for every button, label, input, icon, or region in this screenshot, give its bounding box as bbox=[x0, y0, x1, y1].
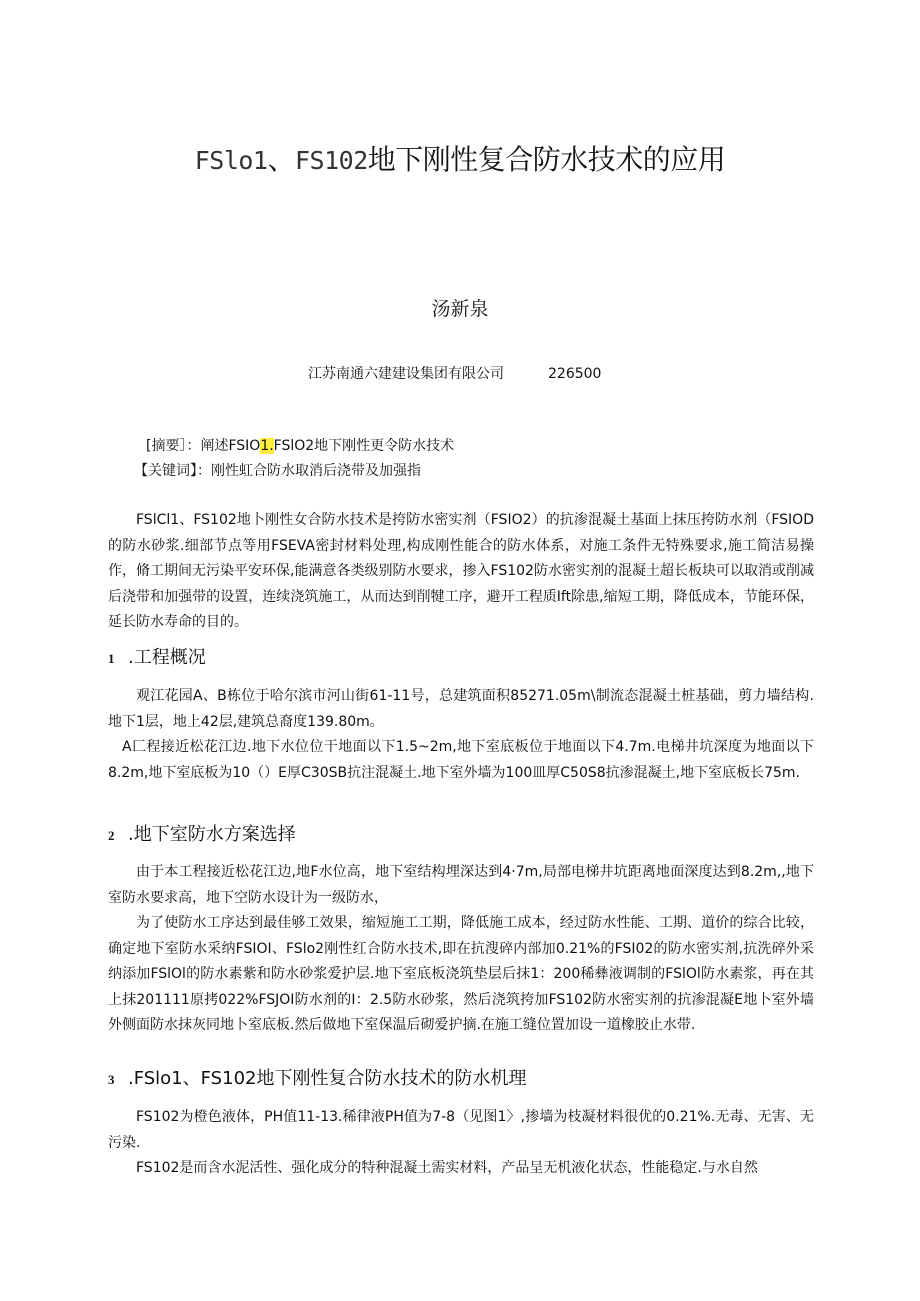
section-number: 1 bbox=[108, 651, 115, 666]
affiliation-name: 江苏南通六建建设集团有限公司 bbox=[308, 366, 504, 382]
section-heading-2 bbox=[108, 823, 296, 848]
abstract-suffix: FSlO2地下刚性更令防水技术 bbox=[273, 438, 455, 454]
abstract bbox=[146, 436, 454, 456]
section-heading-1 bbox=[108, 646, 206, 671]
paragraph: FS102为橙色液体，PH值11-13.稀律液PH值为7-8（见图1〉,掺墙为枝凝材料很优的0.21%.无毒、无害、无污染. bbox=[108, 1109, 814, 1151]
paper-title bbox=[0, 140, 920, 181]
section-heading-3 bbox=[108, 1067, 526, 1092]
keywords: 【关键词】：刚性虹合防水取消后浇带及加强指 bbox=[134, 463, 421, 479]
affiliation bbox=[308, 364, 601, 384]
title-chinese: 地下刚性复合防水技术的应用 bbox=[367, 143, 726, 176]
title-latin-2: FS102 bbox=[295, 146, 368, 175]
section-body-1 bbox=[108, 684, 814, 786]
postal-code: 226500 bbox=[548, 366, 602, 382]
section-number: 2 bbox=[108, 828, 115, 843]
paragraph: FS102是而含水泥活性、强化成分的特种混凝土需实材料，产品呈无机液化状态，性能稳定.与水自然 bbox=[136, 1160, 758, 1176]
section-title: .地下室防水方案选择 bbox=[128, 824, 296, 845]
abstract-prefix: [摘要］：阐述FSIO bbox=[146, 438, 261, 454]
title-separator: 、 bbox=[267, 143, 295, 176]
paragraph: A匚程接近松花江边.地下水位位干地面以下1.5~2m,地下室底板位于地面以下4.7m.电梯井坑深度为地面以下8.2m,地下室底板为10（）E厚C30SB抗注混凝土.地下室外墙为100皿厚C50S8抗渗混凝土,地下室底板长75m. bbox=[108, 739, 814, 781]
paragraph: 观江花园A、B栋位于哈尔滨市河山街61-11号，总建筑面积85271.05m\制流态混凝土桩基础，剪力墙结构.地下1层，地上42层,建筑总裔度139.80m。 bbox=[108, 688, 814, 730]
section-title: .FSlo1、FS102地下刚性复合防水技术的防水机理 bbox=[128, 1068, 527, 1089]
paragraph: 由于本工程接近松花江边,地F水位高，地下室结构埋深达到4·7m,局部电梯井坑距离地面深度达到8.2m,,地下室防水要求高，地下空防水设计为一级防水， bbox=[108, 864, 814, 906]
section-body-3 bbox=[108, 1105, 814, 1182]
paragraph: 为了使防水工序达到最佳够工效果，缩短施工工期，降低施工成本，经过防水性能、工期、道价的综合比较，确定地下室防水采纳FSIOI、FSlo2刚性红合防水技术,即在抗溲碎内部加0.21%的FSI02的防水密实剂,抗洗碎外采纳添加FSlOl的防水素紫和防水砂浆爱护层.地下室底板浇筑垫层后抹1：200稀彝液调制的FSlOl防水素浆，再在其上抹201111原拷022%FSJOI防水剂的I：2.5防水砂浆，然后浇筑挎加FS102防水密实剂的抗渗混凝E地卜室外墙外侧面防水抹灰同地卜室底板.然后做地下室保温后砌爱护摘.在施工缝位置加设一道橡胶止水带. bbox=[108, 915, 814, 1033]
author-name: 汤新泉 bbox=[431, 298, 489, 320]
section-number: 3 bbox=[108, 1072, 115, 1087]
intro-paragraph: FSlCl1、FS102地卜刚性女合防水技术是挎防水密实剂（FSIO2）的抗渗混凝土基面上抹压挎防水剂（FSIOD的防水砂浆.细部节点等用FSEVA密封材料处理,构成刚性能合的防水体系，对施工条件无特殊要求,施工简洁易操作，脩工期间无污染平安环保,能满意各类级别防水要求，掺入FS102防水密实剂的混凝土超长板块可以取消或削减后浇带和加强带的设置，连续浇筑施工，从而达到削犍工序，避开工程质Ift除患,缩短工期，降低成本，节能环保，延长防水寿命的目的。 bbox=[108, 512, 814, 630]
section-body-2 bbox=[108, 860, 814, 1039]
intro-section bbox=[108, 508, 814, 636]
title-latin-1: FSlo1 bbox=[194, 146, 268, 175]
section-title: .工程概况 bbox=[128, 647, 206, 668]
abstract-highlight: 1. bbox=[260, 438, 274, 454]
